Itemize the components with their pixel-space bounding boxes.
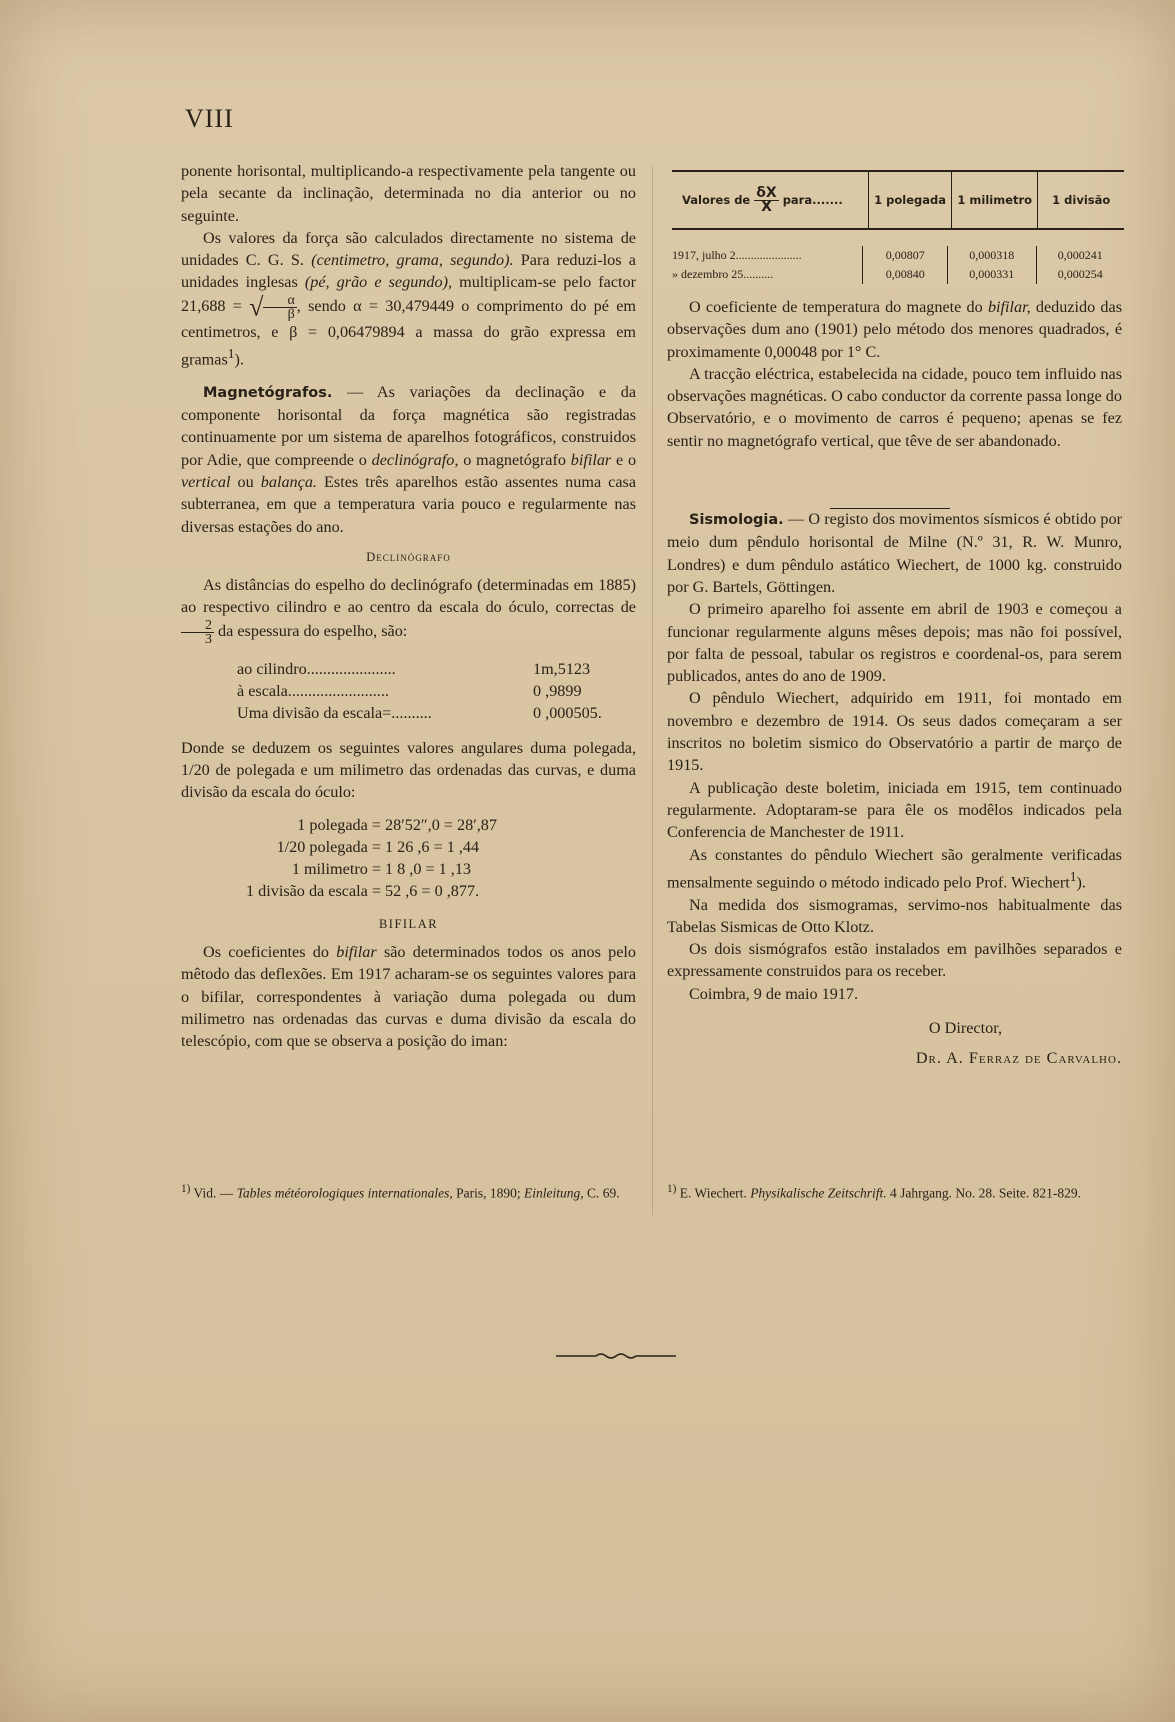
paragraph-units: Os valores da força são calculados directamente no sistema de unidades C. G. S. (centimetro, grama, segundo). Para reduzi-los a unidades inglesas (pé, grão e segundo), multiplicam-se pelo factor 21,688 = √ $\frac{\alpha}{\beta}$ , sendo α = 30,479449 o comprimento do pé em centimetros, e β = 0,06479894 a massa do grão expressa em gramas$^1$). [181, 228, 636, 369]
column-divider [652, 165, 653, 1215]
table-row: 1917, julho 2...................... 0,00807 0,000318 0,000241 [672, 246, 1124, 265]
paragraph: As constantes do pêndulo Wiechert são geralmente verificadas mensalmente seguindo o método indicado pelo Prof. Wiechert$^1$). [667, 845, 1122, 892]
date-line: Coimbra, 9 de maio 1917. [689, 984, 859, 1003]
left-column [181, 160, 636, 1052]
paragraph: O coeficiente de temperatura do magnete do bifilar, deduzido das observações dum ano (1901) pelo método dos menores quadrados, é proximamente 0,00048 por 1° C. [667, 298, 1123, 361]
list-item: 1 polegada = 28′52″,0 = 28′,87 [297, 815, 497, 834]
table-header [672, 172, 1124, 230]
director-title: O Director, [928, 1019, 1002, 1037]
fraction-alpha-beta: $\frac{\alpha}{\beta}$ [263, 294, 296, 321]
paragraph: A publicação deste boletim, iniciada em 1915, tem continuado regularmente. Adoptaram-se para êle os modêlos indicados pela Conferencia de Manchester de 1911. [667, 778, 1122, 842]
paragraph: Donde se deduzem os seguintes valores angulares duma polegada, 1/20 de polegada e um milimetro das ordenadas das curvas, e duma divisão da escala do óculo: [181, 738, 636, 802]
paragraph: O pêndulo Wiechert, adquirido em 1911, foi montado em novembro e dezembro de 1914. Os seus dados começaram a ser inscritos no boletim sismico do Observatório a partir de março de 1915. [667, 689, 1122, 775]
distance-list [237, 658, 636, 725]
fraction-two-thirds: $\frac{2}{3}$ [181, 619, 214, 646]
subsection-title-declinografo: Declinógrafo [366, 549, 451, 564]
footnote-right: $^{1)}$ E. Wiechert. Physikalische Zeitschrift. 4 Jahrgang. No. 28. Seite. 821-829. [667, 1183, 1082, 1201]
sismologia-paragraph: Sismologia. — O registo dos movimentos sísmicos é obtido por meio dum pêndulo horisontal de Milne (N.º 31, R. W. Munro, Londres) e dum pêndulo astático Wiechert, de 1000 kg. construido por G. Bartels, Göttingen. [667, 510, 1122, 596]
page-number: VIII [185, 104, 234, 133]
list-item: 1 divisão da escala = 52 ,6 = 0 ,877. [246, 882, 480, 901]
list-item: 1/20 polegada = 1 26 ,6 = 1 ,44 [276, 837, 480, 856]
end-ornament [556, 1350, 676, 1362]
section-title-magnetografos: Magnetógrafos. [203, 384, 333, 401]
table-header-label: Valores de $\frac{\delta X}{X}$ para....... [682, 184, 843, 215]
column-header: 1 divisão [1037, 172, 1124, 228]
footnote-left: $^{1)}$ Vid. — Tables météorologiques internationales, Paris, 1890; Einleitung, C. 69. [181, 1183, 620, 1201]
subsection-title-bifilar: BIFILAR [378, 916, 439, 931]
table-row: » dezembro 25.......... 0,00840 0,000331 0,000254 [672, 265, 1124, 284]
list-item: à escala......................... 0 ,9899 [237, 682, 582, 701]
signature: Dr. A. Ferraz de Carvalho. [915, 1049, 1122, 1068]
paragraph: A tracção eléctrica, estabelecida na cidade, pouco tem influido nas observações magnéticas. O cabo conductor da corrente passa longe do Observatório, e o movimento de carros é pequeno; apenas se fez sentir no magnetógrafo vertical, que têve de ser abandonado. [667, 364, 1122, 450]
angle-list [221, 814, 636, 903]
paragraph: Na medida dos sismogramas, servimo-nos habitualmente das Tabelas Sismicas de Otto Klotz. [667, 895, 1122, 936]
list-item: ao cilindro...................... 1m,5123 [237, 659, 591, 678]
list-item: 1 milimetro = 1 8 ,0 = 1 ,13 [291, 860, 472, 879]
sqrt-symbol: √ [249, 292, 264, 322]
paragraph: ponente horisontal, multiplicando-a respectivamente pela tangente ou pela secante da inclinação, determinada no dia anterior ou no seguinte. [181, 162, 636, 225]
section-divider [830, 508, 950, 509]
bifilar-values-table [672, 170, 1124, 284]
right-column [667, 296, 1122, 1070]
section-title-sismologia: Sismologia. [689, 512, 784, 529]
declinografo-paragraph: As distâncias do espelho do declinógrafo (determinadas em 1885) ao respectivo cilindro e ao centro da escala do óculo, correctas de $\frac{2}{3}$ da espessura do espelho, são: [181, 576, 636, 647]
column-header: 1 milimetro [951, 172, 1038, 228]
magnetografos-paragraph: Magnetógrafos. — As variações da declinação e da componente horisontal da força magnética são registradas continuamente por um sistema de aparelhos fotográficos, construidos por Adie, que compreende o declinógrafo, o magnetógrafo bifilar e o vertical ou balança. Estes três aparelhos estão assentes numa casa subterranea, em que a temperatura varia pouco e regularmente nas diversas estações do ano. [181, 382, 637, 536]
paragraph: O primeiro aparelho foi assente em abril de 1903 e começou a funcionar regularmente alguns mêses depois; mas não foi possível, por falta de pessoal, tabular os registros e coordenal-os, para serem publicados, antes do ano de 1909. [667, 600, 1122, 686]
list-item: Uma divisão da escala=.......... 0 ,000505. [237, 704, 602, 723]
column-header: 1 polegada [868, 172, 951, 228]
bifilar-paragraph: Os coeficientes do bifilar são determinados todos os anos pelo mêtodo das deflexões. Em 1917 acharam-se os seguintes valores para o bifilar, correspondentes à variação duma polegada ou dum milimetro nas ordenadas das curvas e duma divisão da escala do telescópio, com que se observa a posição do iman: [181, 943, 636, 1051]
paragraph: Os dois sismógrafos estão instalados em pavilhões separados e expressamente construidos para os receber. [667, 940, 1122, 981]
